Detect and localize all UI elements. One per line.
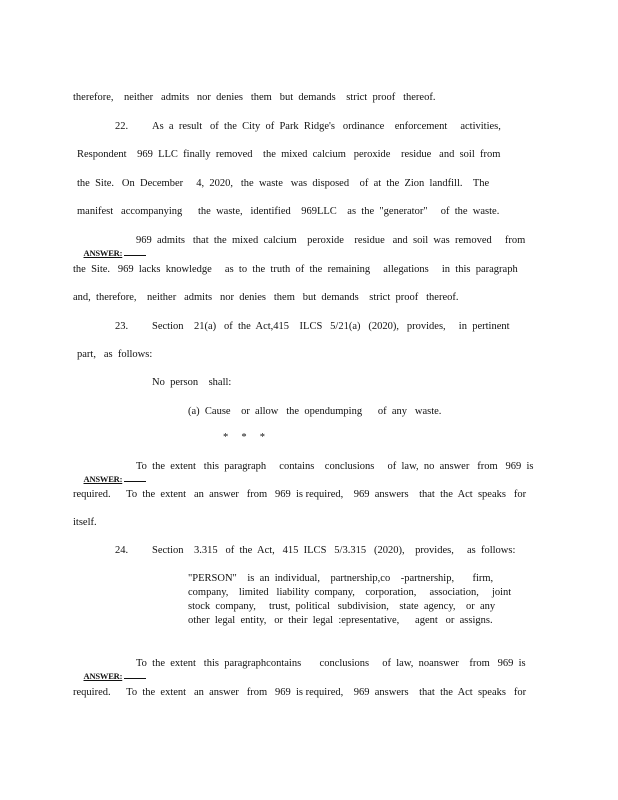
text-line: the Site. 969 lacks knowledge as to the truth of the remaining allegations in this paragraph	[73, 264, 518, 275]
text-line: required. To the extent an answer from 969 is required, 969 answers that the Act speaks for	[73, 489, 527, 500]
text-line: therefore, neither admits nor denies them but demands strict proof thereof.	[73, 92, 436, 103]
answer-underline	[124, 473, 146, 482]
answer-underline	[124, 247, 146, 256]
text-line: Section 3.315 of the Act, 415 ILCS 5/3.315 (2020), provides, as follows:	[152, 545, 516, 556]
text-line: As a result of the City of Park Ridge's ordinance enforcement activities,	[152, 121, 501, 132]
quote-line: other legal entity, or their legal :epresentative, agent or assigns.	[188, 615, 493, 626]
text-line: part, as follows:	[77, 349, 153, 360]
answer-label: ANSWER:	[83, 474, 123, 484]
text-line: To the extent this paragraphcontains conclusions of law, noanswer from 969 is	[136, 658, 526, 669]
text-line: Section 21(a) of the Act,415 ILCS 5/21(a) (2020), provides, in pertinent	[152, 321, 510, 332]
answer-underline	[124, 670, 146, 679]
paragraph-number: 23.	[115, 321, 129, 332]
quote-line: "PERSON" is an individual, partnership,co -partnership, firm,	[188, 573, 494, 584]
ellipsis-stars: * * *	[223, 432, 265, 443]
text-line: and, therefore, neither admits nor denies them but demands strict proof thereof.	[73, 292, 459, 303]
text-line: To the extent this paragraph contains conclusions of law, no answer from 969 is	[136, 461, 534, 472]
quote-line: No person shall:	[152, 377, 232, 388]
paragraph-number: 24.	[115, 545, 129, 556]
text-line: the Site. On December 4, 2020, the waste was disposed of at the Zion landfill. The	[77, 178, 490, 189]
text-line: Respondent 969 LLC finally removed the mixed calcium peroxide residue and soil from	[77, 149, 501, 160]
answer-label: ANSWER:	[83, 671, 123, 681]
text-line: itself.	[73, 517, 97, 528]
text-line: manifest accompanying the waste, identified 969LLC as the "generator" of the waste.	[77, 206, 500, 217]
quote-line: stock company, trust, political subdivision, state agency, or any	[188, 601, 496, 612]
text-line: 969 admits that the mixed calcium peroxide residue and soil was removed from	[136, 235, 526, 246]
quote-line: (a) Cause or allow the opendumping of any waste.	[188, 406, 442, 417]
paragraph-number: 22.	[115, 121, 129, 132]
answer-label: ANSWER:	[83, 248, 123, 258]
text-line: required. To the extent an answer from 969 is required, 969 answers that the Act speaks for	[73, 687, 527, 698]
quote-line: company, limited liability company, corporation, association, joint	[188, 587, 512, 598]
